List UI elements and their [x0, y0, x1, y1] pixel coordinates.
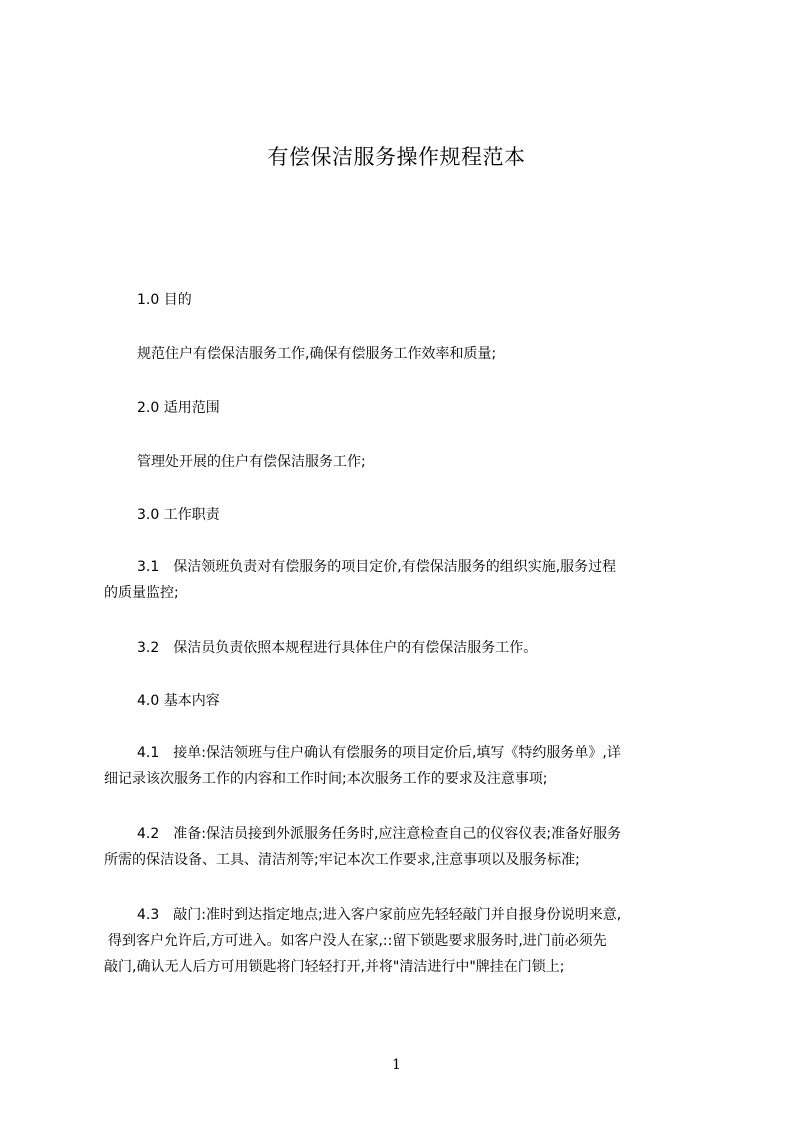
- section-heading-basic-content: 4.0 基本内容: [137, 693, 220, 709]
- section-heading-responsibilities: 3.0 工作职责: [137, 507, 220, 523]
- paragraph-line: 所需的保洁设备、工具、清洁剂等;牢记本次工作要求,注意事项以及服务标准;: [104, 852, 580, 868]
- section-body-scope: 管理处开展的住户有偿保洁服务工作;: [137, 454, 366, 470]
- section-heading-purpose: 1.0 目的: [137, 292, 192, 308]
- paragraph-4-1: [104, 740, 704, 792]
- section-body-purpose: 规范住户有偿保洁服务工作,确保有偿服务工作效率和质量;: [137, 346, 497, 362]
- paragraph-line: 3.1 保洁领班负责对有偿服务的项目定价,有偿保洁服务的组织实施,服务过程: [137, 559, 617, 575]
- paragraph-line: 的质量监控;: [104, 585, 179, 601]
- paragraph-line: 4.1 接单:保洁领班与住户确认有偿服务的项目定价后,填写《特约服务单》,详: [137, 745, 621, 761]
- paragraph-line: 4.3 敲门:准时到达指定地点;进入客户家前应先轻轻敲门并自报身份说明来意,: [137, 907, 622, 923]
- paragraph-line: 4.2 准备:保洁员接到外派服务任务时,应注意检查自己的仪容仪表;准备好服务: [137, 826, 622, 842]
- paragraph-4-2: [104, 821, 704, 873]
- paragraph-3-2: 3.2 保洁员负责依照本规程进行具体住户的有偿保洁服务工作。: [137, 640, 538, 656]
- paragraph-line: 敲门,确认无人后方可用锁匙将门轻轻打开,并将"清洁进行中"牌挂在门锁上;: [104, 959, 565, 975]
- page-number: 1: [392, 1057, 401, 1073]
- section-heading-scope: 2.0 适用范围: [137, 400, 220, 416]
- paragraph-line: 得到客户允许后,方可进入。如客户没人在家,::留下锁匙要求服务时,进门前必须先: [108, 933, 607, 949]
- paragraph-line: 细记录该次服务工作的内容和工作时间;本次服务工作的要求及注意事项;: [104, 771, 548, 787]
- paragraph-4-3: [104, 902, 704, 980]
- document-title: 有偿保洁服务操作规程范本: [267, 145, 526, 169]
- paragraph-3-1: [104, 554, 704, 606]
